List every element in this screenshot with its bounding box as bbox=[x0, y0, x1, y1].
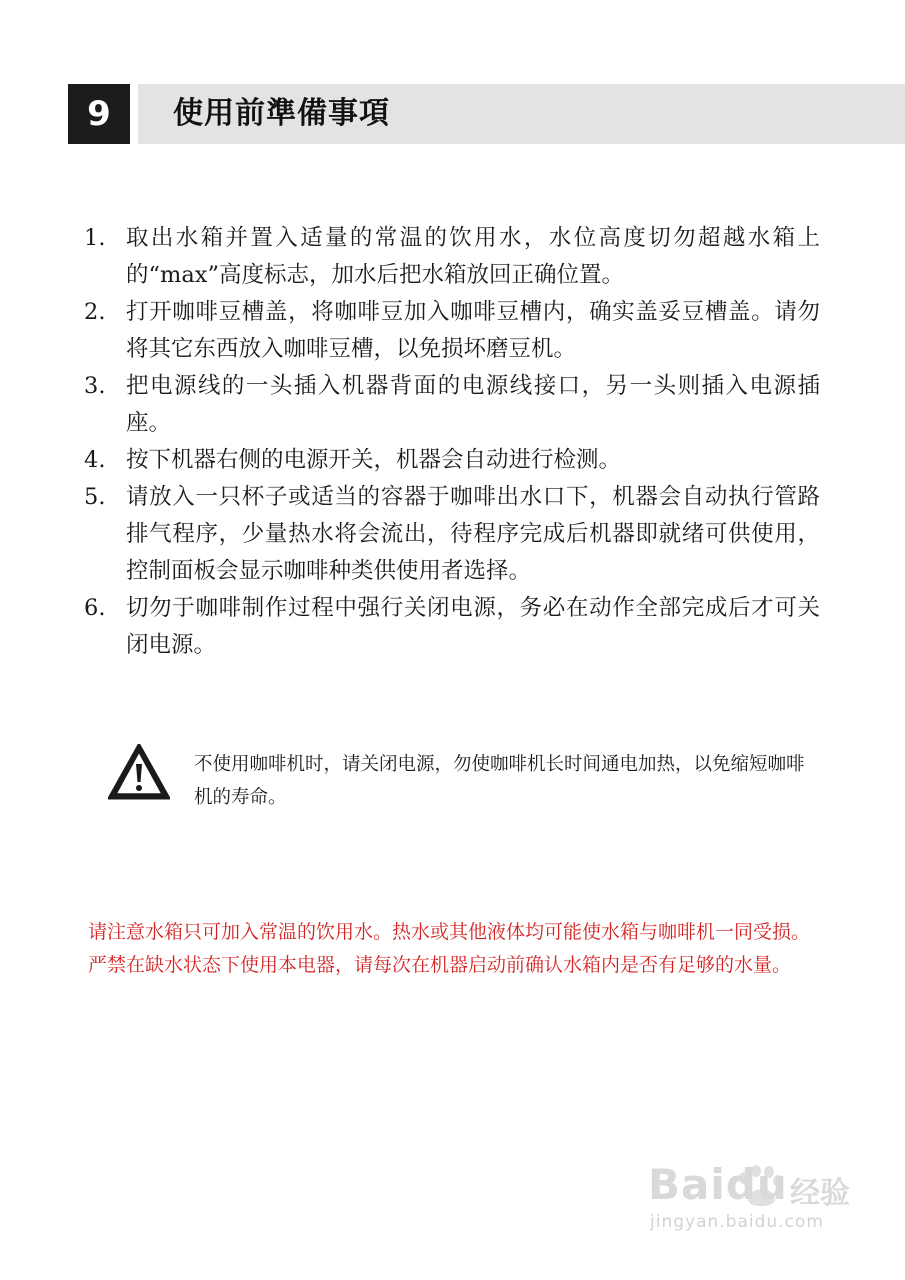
step-text: 把电源线的一头插入机器背面的电源线接口，另一头则插入电源插座。 bbox=[126, 373, 820, 436]
steps-list bbox=[84, 220, 820, 664]
list-item bbox=[84, 590, 820, 664]
warning-box bbox=[108, 740, 820, 820]
step-text: 按下机器右侧的电源开关，机器会自动进行检测。 bbox=[126, 447, 622, 473]
page-title: 使用前準備事項 bbox=[173, 96, 390, 131]
section-header bbox=[68, 84, 905, 144]
step-text: 切勿于咖啡制作过程中强行关闭电源，务必在动作全部完成后才可关闭电源。 bbox=[126, 595, 820, 658]
list-item bbox=[84, 220, 820, 294]
step-text: 请放入一只杯子或适当的容器于咖啡出水口下，机器会自动执行管路排气程序，少量热水将会流出，待程序完成后机器即就绪可供使用，控制面板会显示咖啡种类供使用者选择。 bbox=[126, 484, 820, 584]
warning-text: 不使用咖啡机时，请关闭电源，勿使咖啡机长时间通电加热，以免缩短咖啡机的寿命。 bbox=[194, 754, 805, 808]
step-text: 打开咖啡豆槽盖，将咖啡豆加入咖啡豆槽内，确实盖妥豆槽盖。请勿将其它东西放入咖啡豆槽，以免损坏磨豆机。 bbox=[126, 299, 820, 362]
step-text: 取出水箱并置入适量的常温的饮用水，水位高度切勿超越水箱上的“max”高度标志，加水后把水箱放回正确位置。 bbox=[126, 225, 820, 288]
list-item bbox=[84, 442, 820, 479]
list-item bbox=[84, 294, 820, 368]
step-number: 4. bbox=[84, 447, 106, 473]
step-number: 2. bbox=[84, 299, 106, 325]
step-number: 5. bbox=[84, 484, 106, 510]
step-number: 3. bbox=[84, 373, 106, 399]
baidu-watermark bbox=[640, 1150, 880, 1240]
step-number: 1. bbox=[84, 225, 106, 251]
list-item bbox=[84, 368, 820, 442]
watermark-url: jingyan.baidu.com bbox=[650, 1212, 824, 1232]
watermark-brand: Baidu bbox=[648, 1160, 788, 1209]
warning-triangle-icon bbox=[108, 744, 170, 800]
step-number: 6. bbox=[84, 595, 106, 621]
section-number: 9 bbox=[68, 84, 130, 144]
list-item bbox=[84, 479, 820, 590]
watermark-brand-cn: 经验 bbox=[790, 1176, 850, 1211]
water-tank-notice: 请注意水箱只可加入常温的饮用水。热水或其他液体均可能使水箱与咖啡机一同受损。严禁在缺水状态下使用本电器，请每次在机器启动前确认水箱内是否有足够的水量。 bbox=[88, 921, 811, 976]
